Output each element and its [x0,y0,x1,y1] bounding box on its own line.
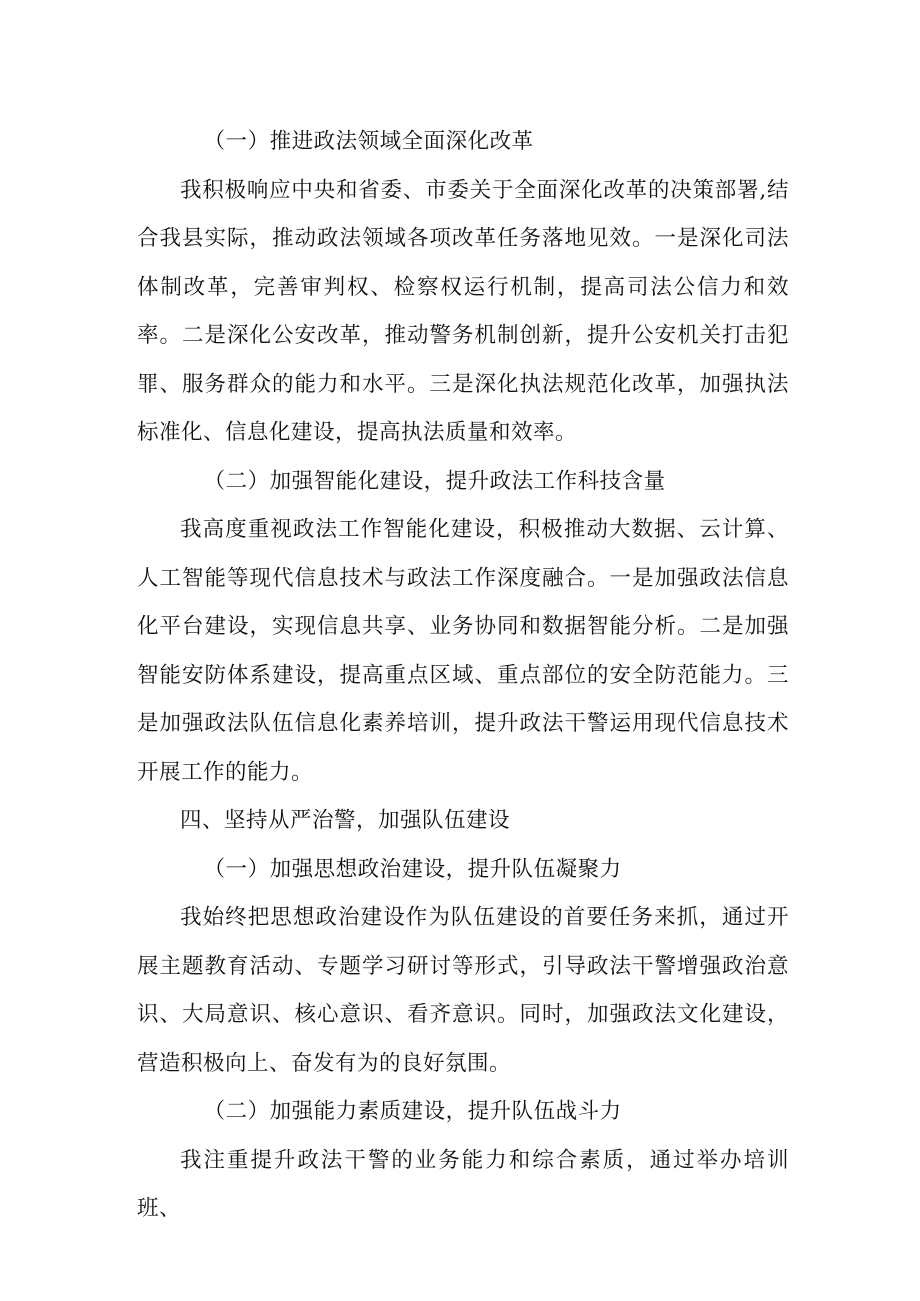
paragraph-political: 我始终把思想政治建设作为队伍建设的首要任务来抓，通过开展主题教育活动、专题学习研讨等形式，引导政法干警增强政治意识、大局意识、核心意识、看齐意识。同时，加强政法文化建设，营造积极向上、奋发有为的良好氛围。 [137,905,789,1076]
sub-heading-political: （一）加强思想政治建设，提升队伍凝聚力 [203,856,622,882]
document-body [137,118,789,1234]
sub-heading-reform: （一）推进政法领域全面深化改革 [203,129,534,154]
paragraph-capability: 我注重提升政法干警的业务能力和综合素质，通过举办培训班、 [137,1147,789,1221]
sub-heading-intelligence: （二）加强智能化建设，提升政法工作科技含量 [203,468,666,494]
sub-heading-capability: （二）加强能力素质建设，提升队伍战斗力 [203,1099,622,1124]
section-heading-team-building: 四、坚持从严治警，加强队伍建设 [180,808,511,833]
paragraph-reform: 我积极响应中央和省委、市委关于全面深化改革的决策部署,结合我县实际，推动政法领域各项改革任务落地见效。一是深化司法体制改革，完善审判权、检察权运行机制，提高司法公信力和效率。二是深化公安改革，推动警务机制创新，提升公安机关打击犯罪、服务群众的能力和水平。三是深化执法规范化改革，加强执法标准化、信息化建设，提高执法质量和效率。 [137,177,789,445]
paragraph-intelligence: 我高度重视政法工作智能化建设，积极推动大数据、云计算、人工智能等现代信息技术与政法工作深度融合。一是加强政法信息化平台建设，实现信息共享、业务协同和数据智能分析。二是加强智能安防体系建设，提高重点区域、重点部位的安全防范能力。三是加强政法队伍信息化素养培训，提升政法干警运用现代信息技术开展工作的能力。 [137,517,789,785]
